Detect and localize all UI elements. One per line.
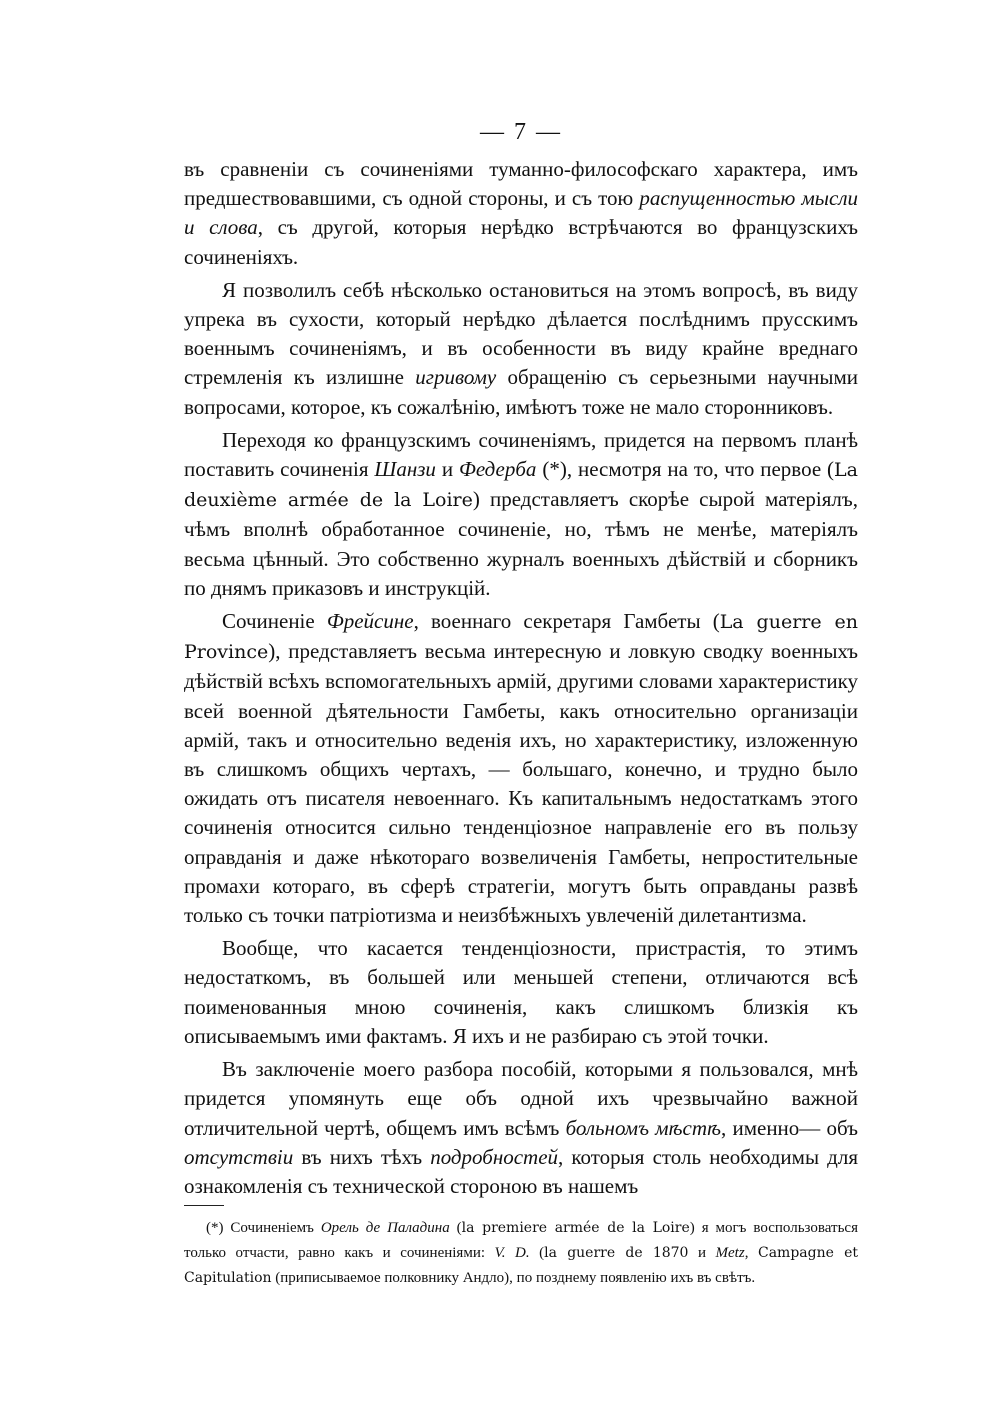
text-run: Переходя ко французскимъ сочиненіямъ, придется на первомъ планѣ поставить сочиненія	[184, 427, 858, 482]
text-run: , съ другой, которыя нерѣдко встрѣчаются во французскихъ сочиненіяхъ.	[184, 215, 858, 269]
paragraph-p2	[184, 276, 858, 422]
italic-text: подробностей	[430, 1144, 559, 1169]
paragraph-p6	[184, 1055, 858, 1201]
body-text	[184, 155, 858, 1201]
text-run: Въ заключеніе моего разбора пособій, которыми я пользовался, мнѣ придется упомянуть еще объ одной ихъ чрезвычайно важной отличительной чертѣ, общемъ имъ всѣмъ	[184, 1057, 858, 1140]
latin-title: La guerre en Province	[184, 611, 858, 664]
text-run: Я позволилъ себѣ нѣсколько остановиться на этомъ вопросѣ, въ виду упрека въ сухости, который нерѣдко дѣлается послѣднимъ прусскимъ военнымъ сочиненіямъ, и въ особенности въ виду крайне вреднаго стремленія къ излишне	[184, 277, 858, 390]
latin-title: la guerre de 1870	[544, 1245, 689, 1262]
latin-title: Campagne et Capitulation	[184, 1245, 859, 1287]
paragraph-p1	[184, 155, 858, 272]
paragraph-p5	[184, 934, 858, 1051]
text-run: Вообще, что касается тенденціозности, пристрастія, то этимъ недостаткомъ, въ большей или меньшей степени, отличаются всѣ поименованныя мною сочиненія, какъ слишкомъ близкія къ описываемымъ ими фактамъ. Я ихъ и не разбираю съ этой точки.	[184, 936, 858, 1048]
text-run: и	[688, 1245, 716, 1262]
italic-text: Фрейсине	[326, 609, 414, 634]
text-run: ,	[744, 1245, 758, 1262]
footnote-divider	[184, 1205, 224, 1206]
italic-text: игривому	[415, 365, 497, 390]
italic-text: больномъ мѣстѣ	[565, 1115, 722, 1140]
text-run: въ сравненіи съ сочиненіями туманно-философскаго характера, имъ предшествовавшими, съ одной стороны, и съ тою	[184, 157, 858, 211]
text-run: ), представляетъ весьма интересную и ловкую сводку военныхъ дѣйствій всѣхъ вспомогательныхъ армій, другими словами характеристику всей военной дѣятельности Гамбеты, какъ относительно организаціи армій, такъ и относительно веденія ихъ, но характеристику, изложенную въ слишкомъ общихъ чертахъ, — большаго, конечно, и трудно было ожидать отъ писателя невоеннаго. Къ капитальнымъ недостаткамъ этого сочиненія относится сильно тенденціозное направленіе его въ пользу оправданія и даже нѣкотораго возвеличенія Гамбеты, непростительные промахи котораго, въ сферѣ стратегіи, могутъ быть оправданы развѣ только съ точки патріотизма и неизбѣжныхъ увлеченій дилетантизма.	[184, 639, 858, 928]
text-run: , именно— объ	[721, 1115, 858, 1140]
text-run: ) я могъ воспользоваться только отчасти, равно какъ и сочиненіями:	[184, 1220, 858, 1262]
text-run: (приписываемое полковнику Андло), по позднему появленію ихъ въ свѣтъ.	[271, 1270, 756, 1287]
text-run: (*) Сочиненіемъ	[206, 1220, 321, 1237]
latin-title: la premiere armée de la Loire	[461, 1220, 690, 1237]
text-run: (	[449, 1220, 462, 1237]
italic-text: отсутствіи	[184, 1144, 294, 1169]
italic-text: Metz	[715, 1245, 745, 1262]
text-run: Сочиненіе	[222, 609, 327, 634]
document-page	[184, 117, 858, 1291]
page-number: — 7 —	[480, 119, 562, 145]
footnote	[184, 1216, 858, 1291]
text-run: (	[529, 1245, 545, 1262]
text-run: обращенію съ серьезными научными вопросами, которое, къ сожалѣнію, имѣютъ тоже не мало сторонниковъ.	[184, 365, 858, 419]
paragraph-p4	[184, 607, 858, 930]
text-run: ) представляетъ скорѣе сырой матеріялъ, чѣмъ вполнѣ обработанное сочиненіе, но, тѣмъ не менѣе, матеріялъ весьма цѣнный. Это собственно журналъ военныхъ дѣйствій и сборникъ по днямъ приказовъ и инструкцій.	[184, 487, 858, 600]
paragraph-p3	[184, 426, 858, 603]
text-run: въ нихъ тѣхъ	[293, 1144, 431, 1169]
italic-text: Федерба	[458, 457, 537, 482]
text-run: , которыя столь необходимы для ознакомленія съ технической стороною въ нашемъ	[184, 1144, 858, 1198]
text-run: и	[435, 457, 459, 482]
latin-title: La deuxième armée de la Loire	[184, 459, 858, 512]
italic-text: распущенностью мысли и слова	[184, 186, 858, 240]
italic-text: Орель де Паладина	[320, 1220, 450, 1237]
text-run: (*), несмотря на то, что первое (	[536, 457, 835, 482]
italic-text: Шанзи	[374, 457, 436, 482]
text-run: , военнаго секретаря Гамбеты (	[413, 609, 720, 634]
italic-text: V. D.	[494, 1245, 530, 1262]
